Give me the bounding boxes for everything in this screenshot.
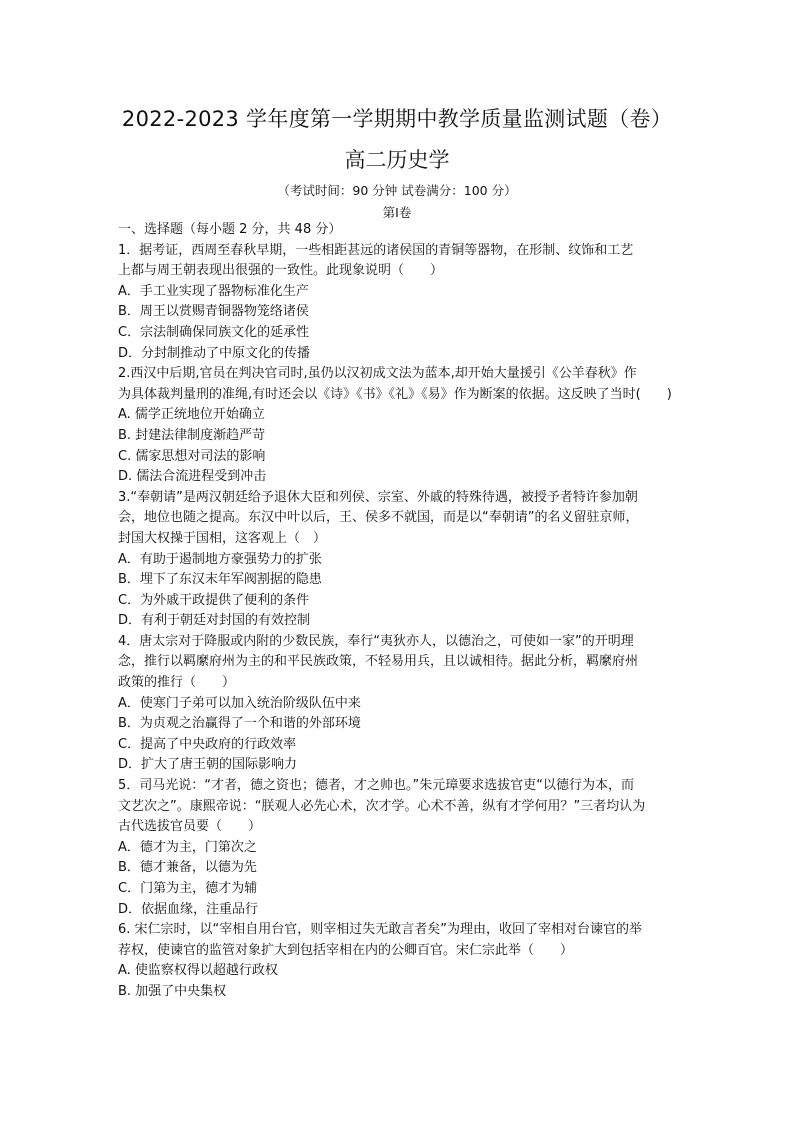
option-c: C．宗法制确保同族文化的延承性: [118, 324, 310, 340]
exam-subtitle: 高二历史学: [344, 148, 450, 172]
option-c: C. 儒家思想对司法的影响: [118, 448, 266, 464]
question-stem-line: 4．唐太宗对于降服或内附的少数民族，奉行“夷狄亦人，以德治之，可使如一家”的开明理: [118, 633, 634, 649]
option-a: A．手工业实现了器物标准化生产: [118, 283, 309, 299]
question-stem-line: 念，推行以羁縻府州为主的和平民族政策，不轻易用兵，且以诚相待。据此分析，羁縻府州: [118, 654, 639, 670]
question-stem-line: 封国大权操于国相，这客观上（ ）: [118, 530, 327, 546]
exam-body: [118, 220, 678, 1003]
question-stem-line: 会，地位也随之提高。东汉中叶以后，王、侯多不就国，而是以“奉朝请”的名义留驻京师，: [118, 510, 639, 526]
question-stem-line: 2.西汉中后期,官员在判决官司时,虽仍以汉初成文法为蓝本,却开始大量援引《公羊春秋》作: [118, 366, 637, 382]
question-stem-line: 6. 宋仁宗时，以“宰相自用台官，则宰相过失无敢言者矣”为理由，收回了宰相对台谏官的举: [118, 922, 643, 938]
option-b: B. 加强了中央集权: [118, 983, 227, 999]
question-stem-line: 3.“奉朝请”是两汉朝廷给予退休大臣和列侯、宗室、外戚的特殊待遇，被授予者特许参加朝: [118, 489, 638, 505]
question-5: [118, 776, 678, 920]
option-a: A．有助于遏制地方豪强势力的扩张: [118, 551, 322, 567]
question-1: [118, 241, 678, 365]
question-3: [118, 488, 678, 632]
exam-info: （考试时间：90 分钟 试卷满分：100 分）: [277, 183, 517, 198]
question-4: [118, 632, 678, 776]
question-stem-line: 为具体裁判量刑的准绳,有时还会以《诗》《书》《礼》《易》作为断案的依据。这反映了当时( ): [118, 386, 672, 402]
question-stem-line: 荐权，使谏官的监管对象扩大到包括宰相在内的公卿百官。宋仁宗此举（ ）: [118, 942, 574, 958]
question-stem-line: 文艺次之”。康熙帝说：“朕观人必先心术，次才学。心术不善，纵有才学何用？”三者均认为: [118, 798, 646, 814]
option-a: A．德才为主，门第次之: [118, 839, 257, 855]
question-2: [118, 364, 678, 488]
option-b: B．德才兼备，以德为先: [118, 860, 257, 876]
option-d: D．依据血缘，注重品行: [118, 901, 259, 917]
question-stem-line: 古代选拔官员要（ ）: [118, 819, 262, 835]
option-a: A. 儒学正统地位开始确立: [118, 407, 265, 423]
question-stem-line: 5．司马光说：“才者，德之资也；德者，才之帅也。”朱元璋要求选拔官吏“以德行为本，而: [118, 778, 634, 794]
section-heading: 一、选择题（每小题 2 分，共 48 分）: [118, 222, 342, 237]
question-stem-line: 上都与周王朝表现出很强的一致性。此现象说明（ ）: [118, 263, 444, 279]
option-b: B. 封建法律制度渐趋严苛: [118, 427, 266, 443]
question-stem-line: 政策的推行（ ）: [118, 675, 236, 691]
question-6: [118, 920, 678, 1002]
option-b: B．埋下了东汉末年军阀割据的隐患: [118, 572, 322, 588]
exam-title: 2022-2023 学年度第一学期期中教学质量监测试题（卷）: [121, 107, 673, 131]
option-b: B．为贞观之治赢得了一个和谐的外部环境: [118, 716, 361, 732]
option-d: D．有利于朝廷对封国的有效控制: [118, 613, 311, 629]
option-c: C．提高了中央政府的行政效率: [118, 736, 297, 752]
option-c: C．门第为主，德才为辅: [118, 881, 258, 896]
question-stem-line: 1．据考证，西周至春秋早期，一些相距甚远的诸侯国的青铜等器物，在形制、纹饰和工艺: [118, 242, 634, 258]
option-a: A．使寒门子弟可以加入统治阶级队伍中来: [118, 695, 361, 711]
option-b: B．周王以赏赐青铜器物笼络诸侯: [118, 304, 309, 320]
option-a: A. 使监察权得以超越行政权: [118, 963, 278, 979]
option-c: C．为外戚干政提供了便利的条件: [118, 592, 310, 608]
volume-label: 第Ⅰ卷: [382, 205, 412, 220]
option-d: D. 儒法合流进程受到冲击: [118, 469, 267, 485]
option-d: D．分封制推动了中原文化的传播: [118, 345, 311, 361]
option-d: D．扩大了唐王朝的国际影响力: [118, 757, 298, 773]
